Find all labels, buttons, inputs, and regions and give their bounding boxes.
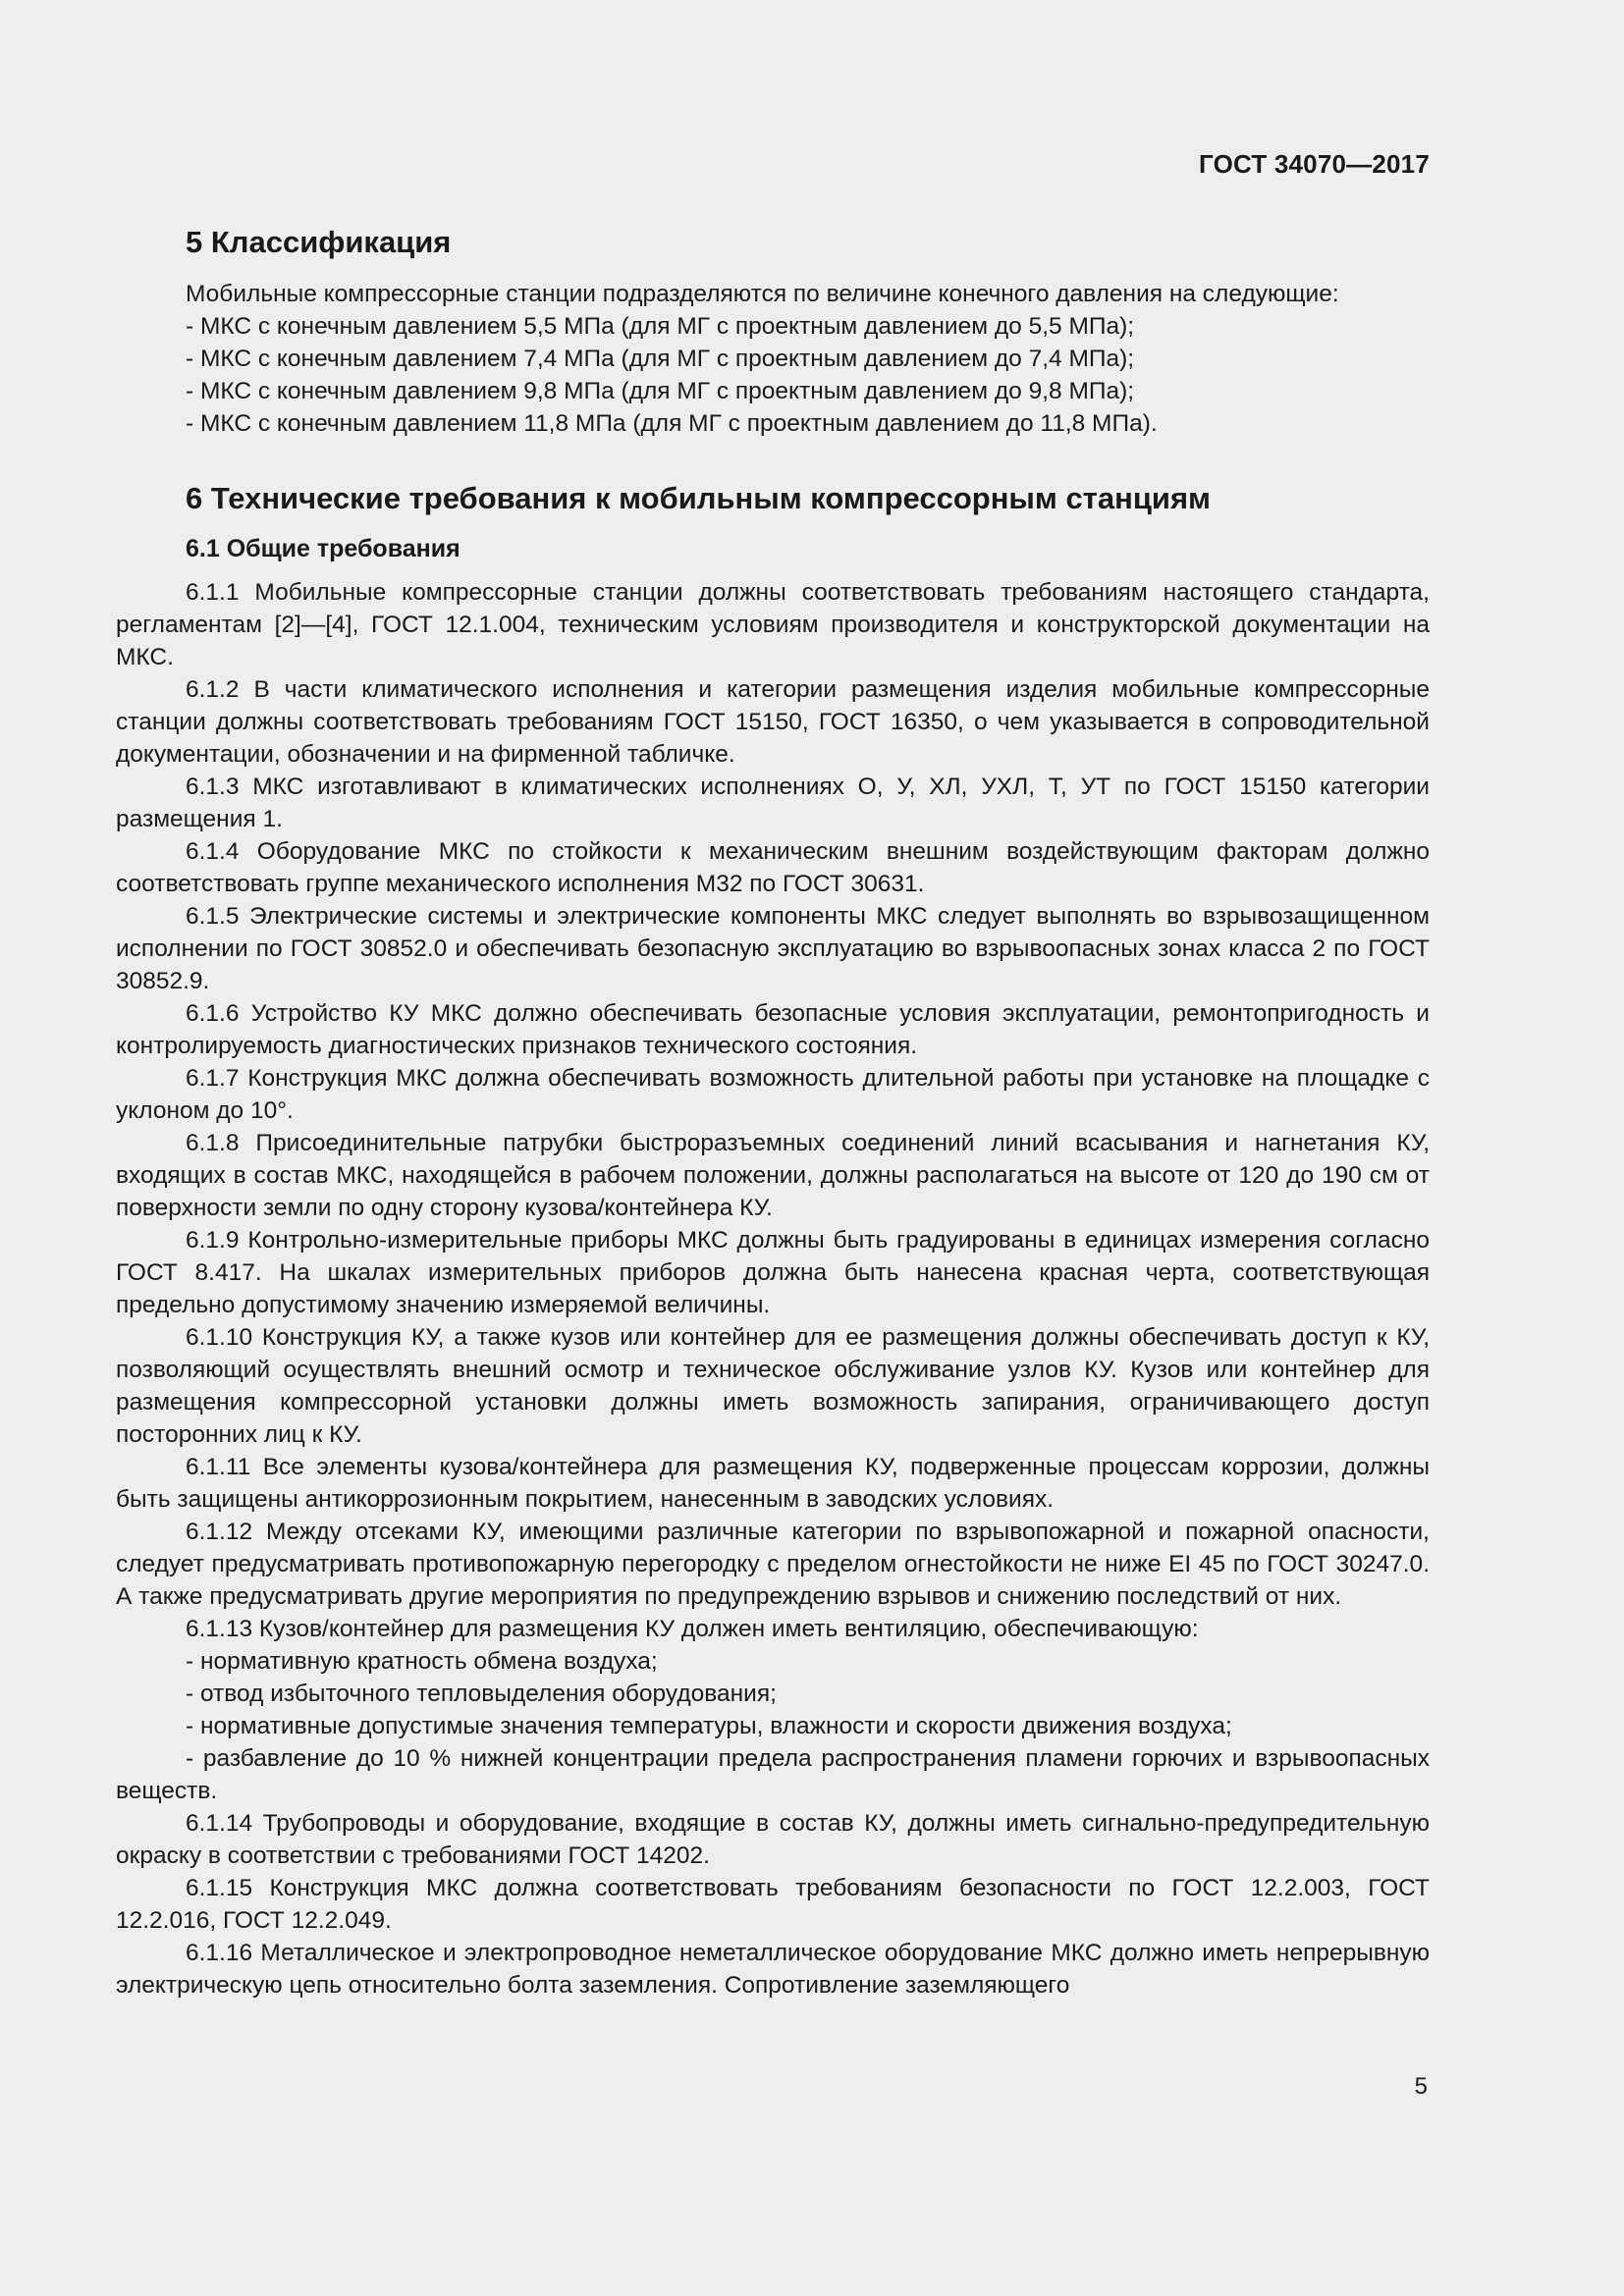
page-content bbox=[116, 223, 1430, 2002]
paragraph-6-1-16: 6.1.16 Металлическое и электропроводное неметаллическое оборудование МКС должно иметь непрерывную электрическую цепь относительно болта заземления. Сопротивление заземляющего bbox=[116, 1940, 1430, 1999]
paragraph-6-1-14: 6.1.14 Трубопроводы и оборудование, входящие в состав КУ, должны иметь сигнально-предупредительную окраску в соответствии с требованиями ГОСТ 14202. bbox=[116, 1810, 1430, 1869]
paragraph-6-1-1: 6.1.1 Мобильные компрессорные станции должны соответствовать требованиям настоящего стандарта, регламентам [2]—[4], ГОСТ 12.1.004, техническим условиям производителя и конструкторской документации на МКС. bbox=[116, 579, 1430, 670]
section-6-body bbox=[116, 576, 1430, 2002]
document-code-header: ГОСТ 34070—2017 bbox=[1199, 149, 1430, 179]
section-5-body bbox=[186, 278, 1430, 440]
paragraph-6-1-2: 6.1.2 В части климатического исполнения и категории размещения изделия мобильные компрессорные станции должны соответствовать требованиям ГОСТ 15150, ГОСТ 16350, о чем указывается в сопроводительной документации, обозначении и на фирменной табличке. bbox=[116, 676, 1430, 768]
subsection-6-1-title: 6.1 Общие требования bbox=[186, 535, 460, 562]
paragraph-6-1-12: 6.1.12 Между отсеками КУ, имеющими различные категории по взрывопожарной и пожарной опасности, следует предусматривать противопожарную перегородку с пределом огнестойкости не ниже EI 45 по ГОСТ 30247.0. А также предусматривать другие мероприятия по предупреждению взрывов и снижению последствий от них. bbox=[116, 1519, 1430, 1610]
paragraph-6-1-15: 6.1.15 Конструкция МКС должна соответствовать требованиям безопасности по ГОСТ 12.2.003, ГОСТ 12.2.016, ГОСТ 12.2.049. bbox=[116, 1875, 1430, 1934]
list-item: - нормативные допустимые значения температуры, влажности и скорости движения воздуха; bbox=[186, 1713, 1232, 1739]
text-line: Мобильные компрессорные станции подразделяются по величине конечного давления на следующие: bbox=[186, 281, 1339, 307]
list-item: - разбавление до 10 % нижней концентрации предела распространения пламени горючих и взрывоопасных веществ. bbox=[116, 1745, 1430, 1804]
paragraph-6-1-10: 6.1.10 Конструкция КУ, а также кузов или контейнер для ее размещения должны обеспечивать доступ к КУ, позволяющий осуществлять внешний осмотр и техническое обслуживание узлов КУ. Кузов или контейнер для размещения компрессорной установки должны иметь возможность запирания, ограничивающего доступ посторонних лиц к КУ. bbox=[116, 1324, 1430, 1448]
section-6-title: 6 Технические требования к мобильным компрессорным станциям bbox=[186, 481, 1211, 515]
paragraph-6-1-4: 6.1.4 Оборудование МКС по стойкости к механическим внешним воздействующим факторам должно соответствовать группе механического исполнения М32 по ГОСТ 30631. bbox=[116, 838, 1430, 897]
list-item: - отвод избыточного тепловыделения оборудования; bbox=[186, 1681, 777, 1707]
paragraph-6-1-7: 6.1.7 Конструкция МКС должна обеспечивать возможность длительной работы при установке на площадке с уклоном до 10°. bbox=[116, 1065, 1430, 1124]
list-item: - МКС с конечным давлением 11,8 МПа (для МГ с проектным давлением до 11,8 МПа). bbox=[186, 410, 1158, 437]
list-item: - МКС с конечным давлением 9,8 МПа (для МГ с проектным давлением до 9,8 МПа); bbox=[186, 378, 1135, 404]
list-item: - МКС с конечным давлением 5,5 МПа (для МГ с проектным давлением до 5,5 МПа); bbox=[186, 313, 1135, 340]
paragraph-6-1-5: 6.1.5 Электрические системы и электрические компоненты МКС следует выполнять во взрывозащищенном исполнении по ГОСТ 30852.0 и обеспечивать безопасную эксплуатацию во взрывоопасных зонах класса 2 по ГОСТ 30852.9. bbox=[116, 903, 1430, 994]
paragraph-6-1-11: 6.1.11 Все элементы кузова/контейнера для размещения КУ, подверженные процессам коррозии, должны быть защищены антикоррозионным покрытием, нанесенным в заводских условиях. bbox=[116, 1454, 1430, 1513]
paragraph-6-1-8: 6.1.8 Присоединительные патрубки быстроразъемных соединений линий всасывания и нагнетания КУ, входящих в состав МКС, находящейся в рабочем положении, должны располагаться на высоте от 120 до 190 см от поверхности земли по одну сторону кузова/контейнера КУ. bbox=[116, 1130, 1430, 1221]
page-number: 5 bbox=[1414, 2073, 1428, 2100]
list-item: - МКС с конечным давлением 7,4 МПа (для МГ с проектным давлением до 7,4 МПа); bbox=[186, 346, 1135, 372]
paragraph-6-1-3: 6.1.3 МКС изготавливают в климатических исполнениях О, У, ХЛ, УХЛ, Т, УТ по ГОСТ 15150 категории размещения 1. bbox=[116, 774, 1430, 832]
section-5-title: 5 Классификация bbox=[186, 225, 452, 259]
list-item: - нормативную кратность обмена воздуха; bbox=[186, 1648, 658, 1675]
paragraph-6-1-9: 6.1.9 Контрольно-измерительные приборы МКС должны быть градуированы в единицах измерения согласно ГОСТ 8.417. На шкалах измерительных приборов должна быть нанесена красная черта, соответствующая предельно допустимому значению измеряемой величины. bbox=[116, 1227, 1430, 1318]
paragraph-6-1-13: 6.1.13 Кузов/контейнер для размещения КУ должен иметь вентиляцию, обеспечивающую: bbox=[186, 1616, 1199, 1642]
paragraph-6-1-6: 6.1.6 Устройство КУ МКС должно обеспечивать безопасные условия эксплуатации, ремонтопригодность и контролируемость диагностических признаков технического состояния. bbox=[116, 1000, 1430, 1059]
